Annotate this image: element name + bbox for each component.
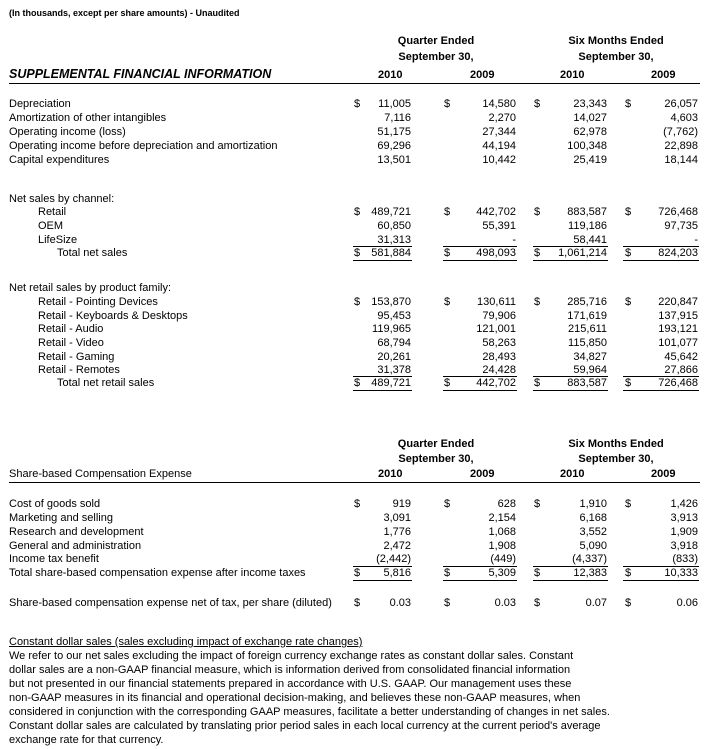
note-line: exchange rate for that currency. [9, 734, 164, 746]
channel-row-label: LifeSize [38, 234, 78, 246]
sbc-total-value: 10,333 [664, 567, 698, 579]
sbc-total-label: Total share-based compensation expense after income taxes [9, 567, 306, 579]
dollar-sign: $ [444, 567, 451, 579]
year-header: 2009 [470, 468, 495, 480]
total-rule-bottom [533, 260, 608, 261]
channel-row-value: 726,468 [658, 206, 698, 218]
total-rule-bottom [623, 390, 699, 391]
sbc-row-value: 2,472 [383, 540, 411, 552]
total-rule-bottom [353, 260, 412, 261]
channel-row-value: - [694, 234, 698, 246]
family-row-value: 28,493 [482, 351, 516, 363]
total-rule-bottom [623, 260, 699, 261]
dollar-sign: $ [444, 597, 451, 609]
year-header: 2010 [378, 69, 403, 81]
family-row-label: Retail - Remotes [38, 364, 120, 376]
total-rule-bottom [443, 580, 517, 581]
header-rule [9, 83, 700, 84]
total-rule-bottom [533, 580, 608, 581]
supplemental-row-value: 22,898 [664, 140, 698, 152]
dollar-sign: $ [534, 247, 541, 259]
supplemental-row-value: 18,144 [664, 154, 698, 166]
sbc-row-value: 1,068 [488, 526, 516, 538]
dollar-sign: $ [534, 206, 541, 218]
family-row-value: 215,611 [568, 323, 607, 335]
quarter-ended-header: Quarter Ended [397, 35, 475, 47]
supplemental-row-value: 26,057 [664, 98, 698, 110]
channel-row-value: 55,391 [482, 220, 516, 232]
family-total-value: 726,468 [658, 377, 698, 389]
sbc-title: Share-based Compensation Expense [9, 468, 192, 480]
units-note: (In thousands, except per share amounts) - Unaudited [9, 8, 240, 18]
note-title: Constant dollar sales (sales excluding impact of exchange rate changes) [9, 636, 363, 648]
sbc-row-value: 6,168 [579, 512, 607, 524]
sbc-per-share-value: 0.06 [676, 597, 698, 609]
family-row-label: Retail - Audio [38, 323, 104, 335]
six-months-date-header: September 30, [578, 51, 654, 63]
sbc-row-value: (4,337) [572, 553, 607, 565]
supplemental-row-label: Amortization of other intangibles [9, 112, 167, 124]
sbc-per-share-label: Share-based compensation expense net of tax, per share (diluted) [9, 597, 332, 609]
family-row-value: 27,866 [664, 364, 698, 376]
six-months-header: Six Months Ended [568, 438, 664, 450]
year-header: 2009 [470, 69, 495, 81]
channel-row-label: OEM [38, 220, 64, 232]
supplemental-row-label: Operating income before depreciation and amortization [9, 140, 278, 152]
note-line: non-GAAP measures in its financial and operational decision-making, and believes these non-GAAP measures, when [9, 692, 581, 704]
dollar-sign: $ [625, 98, 632, 110]
channel-total-value: 498,093 [476, 247, 516, 259]
dollar-sign: $ [625, 247, 632, 259]
dollar-sign: $ [534, 377, 541, 389]
channel-row-value: 97,735 [664, 220, 698, 232]
family-row-value: 24,428 [482, 364, 516, 376]
sbc-row-label: General and administration [9, 540, 142, 552]
dollar-sign: $ [444, 498, 451, 510]
sbc-row-value: 1,909 [670, 526, 698, 538]
dollar-sign: $ [354, 498, 361, 510]
sbc-row-value: 3,913 [670, 512, 698, 524]
sbc-row-value: 1,908 [488, 540, 516, 552]
family-row-value: 137,915 [658, 310, 698, 322]
dollar-sign: $ [354, 567, 361, 579]
family-row-value: 130,611 [477, 296, 516, 308]
dollar-sign: $ [534, 498, 541, 510]
total-rule-bottom [353, 390, 412, 391]
family-total-label: Total net retail sales [57, 377, 155, 389]
sbc-row-value: 3,918 [670, 540, 698, 552]
dollar-sign: $ [354, 247, 361, 259]
family-row-value: 285,716 [567, 296, 607, 308]
supplemental-row-label: Capital expenditures [9, 154, 110, 166]
family-row-label: Retail - Gaming [38, 351, 115, 363]
sbc-total-value: 5,309 [488, 567, 516, 579]
sbc-per-share-value: 0.03 [389, 597, 411, 609]
family-row-value: 121,001 [476, 323, 516, 335]
note-line: considered in conjunction with the corresponding GAAP measures, facilitate a better understanding of changes in net sales. [9, 706, 610, 718]
family-row-value: 193,121 [658, 323, 698, 335]
channel-row-value: 58,441 [573, 234, 607, 246]
family-row-value: 115,850 [568, 337, 607, 349]
supplemental-row-value: 13,501 [377, 154, 411, 166]
channel-row-value: 119,186 [568, 220, 607, 232]
family-row-value: 34,827 [573, 351, 607, 363]
family-total-value: 489,721 [371, 377, 411, 389]
dollar-sign: $ [534, 98, 541, 110]
dollar-sign: $ [354, 296, 361, 308]
family-row-value: 45,642 [664, 351, 698, 363]
total-rule-bottom [533, 390, 608, 391]
year-header: 2009 [651, 468, 676, 480]
sbc-row-value: 1,426 [670, 498, 698, 510]
year-header: 2010 [378, 468, 403, 480]
channel-total-value: 581,884 [371, 247, 411, 259]
supplemental-row-value: 7,116 [384, 112, 411, 124]
year-header: 2010 [560, 468, 585, 480]
supplemental-row-value: 11,005 [378, 98, 411, 110]
family-row-value: 20,261 [377, 351, 411, 363]
dollar-sign: $ [625, 597, 632, 609]
sbc-row-value: 628 [497, 498, 516, 510]
family-row-value: 220,847 [658, 296, 698, 308]
sbc-row-value: 3,552 [579, 526, 607, 538]
channel-total-value: 824,203 [658, 247, 698, 259]
dollar-sign: $ [444, 98, 451, 110]
sbc-row-value: 1,776 [383, 526, 411, 538]
sbc-row-value: (2,442) [376, 553, 411, 565]
sbc-per-share-value: 0.03 [494, 597, 516, 609]
dollar-sign: $ [534, 296, 541, 308]
sbc-row-value: 2,154 [488, 512, 516, 524]
family-row-value: 171,619 [567, 310, 607, 322]
supplemental-row-value: 14,027 [573, 112, 607, 124]
supplemental-row-value: 100,348 [567, 140, 607, 152]
family-total-value: 883,587 [567, 377, 607, 389]
dollar-sign: $ [444, 247, 451, 259]
supplemental-row-value: 4,603 [670, 112, 698, 124]
sbc-row-label: Research and development [9, 526, 144, 538]
dollar-sign: $ [625, 567, 632, 579]
dollar-sign: $ [625, 377, 632, 389]
dollar-sign: $ [625, 498, 632, 510]
dollar-sign: $ [354, 377, 361, 389]
quarter-ended-header: Quarter Ended [397, 438, 475, 450]
channel-row-value: 883,587 [567, 206, 607, 218]
supplemental-row-value: 23,343 [573, 98, 607, 110]
total-rule-bottom [443, 260, 517, 261]
dollar-sign: $ [354, 597, 361, 609]
supplemental-row-value: 51,175 [377, 126, 411, 138]
sbc-row-label: Marketing and selling [9, 512, 113, 524]
dollar-sign: $ [354, 98, 361, 110]
channel-row-value: 31,313 [377, 234, 411, 246]
quarter-date-header: September 30, [398, 453, 474, 465]
dollar-sign: $ [625, 296, 632, 308]
dollar-sign: $ [354, 206, 361, 218]
sbc-row-label: Income tax benefit [9, 553, 99, 565]
family-row-value: 153,870 [371, 296, 411, 308]
note-line: dollar sales are a non-GAAP financial measure, which is information derived from consolidated financial information [9, 664, 571, 676]
supplemental-row-value: 10,442 [482, 154, 516, 166]
sbc-row-label: Cost of goods sold [9, 498, 101, 510]
channel-row-value: - [512, 234, 516, 246]
sbc-row-value: 3,091 [383, 512, 411, 524]
header-rule [9, 482, 700, 483]
supplemental-row-label: Operating income (loss) [9, 126, 126, 138]
supplemental-row-value: 69,296 [377, 140, 411, 152]
channel-total-label: Total net sales [57, 247, 128, 259]
family-row-value: 95,453 [377, 310, 411, 322]
dollar-sign: $ [444, 296, 451, 308]
six-months-date-header: September 30, [578, 453, 654, 465]
sbc-row-value: (449) [490, 553, 516, 565]
family-row-value: 79,906 [482, 310, 516, 322]
family-row-value: 58,263 [482, 337, 516, 349]
total-rule-bottom [443, 390, 517, 391]
quarter-date-header: September 30, [398, 51, 474, 63]
note-line: We refer to our net sales excluding the impact of foreign currency exchange rates as constant dollar sales. Constant [9, 650, 574, 662]
family-total-value: 442,702 [476, 377, 516, 389]
supplemental-row-value: 62,978 [573, 126, 607, 138]
dollar-sign: $ [444, 206, 451, 218]
supplemental-row-value: (7,762) [663, 126, 698, 138]
family-row-label: Retail - Pointing Devices [38, 296, 158, 308]
channel-heading: Net sales by channel: [9, 193, 115, 205]
supplemental-row-value: 44,194 [482, 140, 516, 152]
channel-row-label: Retail [38, 206, 67, 218]
family-row-value: 68,794 [377, 337, 411, 349]
sbc-row-value: (833) [672, 553, 698, 565]
sbc-total-value: 12,383 [573, 567, 607, 579]
sbc-total-value: 5,816 [383, 567, 411, 579]
family-row-value: 31,378 [377, 364, 411, 376]
year-header: 2010 [560, 69, 585, 81]
six-months-header: Six Months Ended [568, 35, 664, 47]
note-line: but not presented in our financial statements prepared in accordance with U.S. GAAP. Our management uses these [9, 678, 572, 690]
family-row-value: 59,964 [573, 364, 607, 376]
supplemental-row-label: Depreciation [9, 98, 71, 110]
supplemental-row-value: 25,419 [573, 154, 607, 166]
family-row-value: 101,077 [658, 337, 698, 349]
dollar-sign: $ [534, 597, 541, 609]
channel-row-value: 442,702 [476, 206, 516, 218]
section-title: SUPPLEMENTAL FINANCIAL INFORMATION [9, 67, 272, 81]
total-rule-bottom [623, 580, 699, 581]
channel-total-value: 1,061,214 [558, 247, 607, 259]
supplemental-row-value: 2,270 [488, 112, 516, 124]
family-heading: Net retail sales by product family: [9, 282, 172, 294]
year-header: 2009 [651, 69, 676, 81]
sbc-per-share-value: 0.07 [585, 597, 607, 609]
total-rule-bottom [353, 580, 412, 581]
sbc-row-value: 919 [392, 498, 411, 510]
family-row-value: 119,965 [372, 323, 411, 335]
dollar-sign: $ [625, 206, 632, 218]
family-row-label: Retail - Video [38, 337, 104, 349]
supplemental-row-value: 27,344 [482, 126, 516, 138]
dollar-sign: $ [444, 377, 451, 389]
dollar-sign: $ [534, 567, 541, 579]
sbc-row-value: 1,910 [579, 498, 607, 510]
channel-row-value: 489,721 [371, 206, 411, 218]
supplemental-row-value: 14,580 [482, 98, 516, 110]
family-row-label: Retail - Keyboards & Desktops [38, 310, 188, 322]
channel-row-value: 60,850 [377, 220, 411, 232]
note-line: Constant dollar sales are calculated by translating prior period sales in each local currency at the current period's average [9, 720, 601, 732]
sbc-row-value: 5,090 [579, 540, 607, 552]
